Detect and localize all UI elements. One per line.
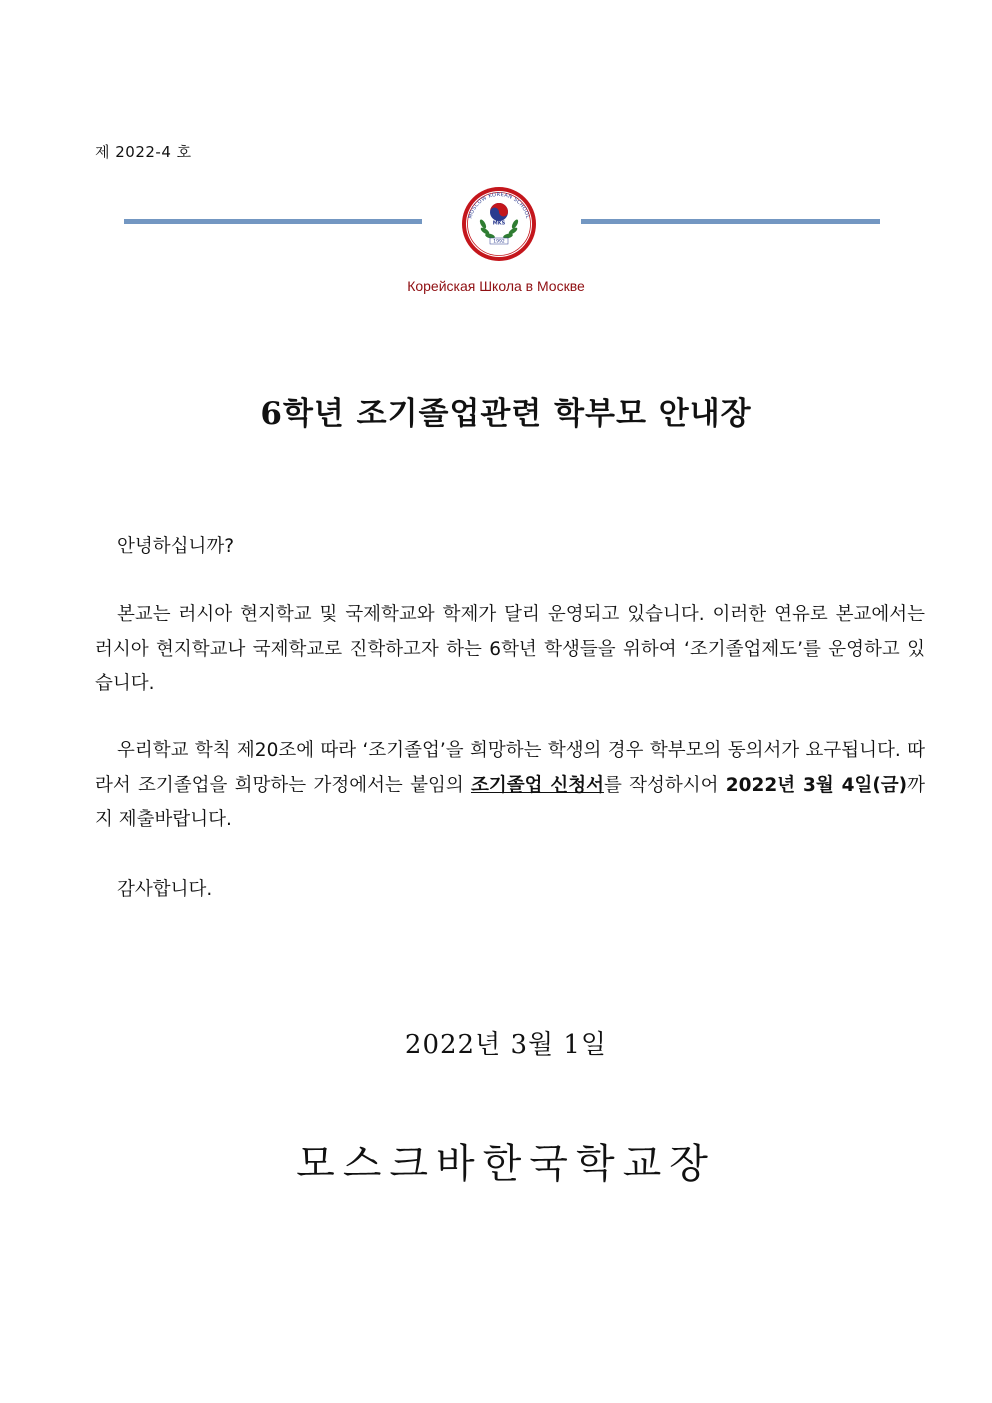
- paragraph-2-text-c: 까지 제출바랍니다.: [95, 774, 925, 830]
- issue-date: 2022년 3월 1일: [404, 1030, 608, 1060]
- principal-signature: 모스크바한국학교장: [296, 1141, 716, 1187]
- logo-center-text: MKS: [492, 220, 506, 227]
- logo-ring-text: MOSCOW KOREAN SCHOOL: [467, 191, 531, 220]
- header-rule-right: [581, 219, 880, 224]
- document-title: 6학년 조기졸업관련 학부모 안내장: [260, 396, 752, 432]
- doc-number: 제 2022-4 호: [95, 143, 192, 161]
- school-logo: [449, 182, 549, 262]
- paragraph-2: [95, 734, 925, 838]
- paragraph-2-text-b: 를 작성하시어: [603, 774, 726, 796]
- greeting: 안녕하십니까?: [117, 536, 235, 557]
- closing: 감사합니다.: [117, 879, 213, 900]
- taegeuk-icon: [490, 203, 508, 221]
- school-name-russian: Корейская Школа в Москве: [407, 278, 585, 294]
- application-form-name: 조기졸업 신청서: [471, 774, 604, 796]
- header-rule-left: [124, 219, 422, 224]
- logo-year: 1992: [493, 239, 505, 245]
- paragraph-2-text-a: 우리학교 학칙 제20조에 따라 ‘조기졸업’을 희망하는 학생의 경우 학부모의 동의서가 요구됩니다. 따라서 조기졸업을 희망하는 가정에서는 붙임의: [95, 740, 925, 796]
- logo-bottom-text: 모스크바한국학교: [481, 243, 517, 254]
- submission-deadline: 2022년 3월 4일(금): [725, 774, 908, 796]
- paragraph-1: 본교는 러시아 현지학교 및 국제학교와 학제가 달리 운영되고 있습니다. 이러한 연유로 본교에서는 러시아 현지학교나 국제학교로 진학하고자 하는 6학년 학생들을 위하여 ‘조기졸업제도’를 운영하고 있습니다.: [95, 604, 925, 694]
